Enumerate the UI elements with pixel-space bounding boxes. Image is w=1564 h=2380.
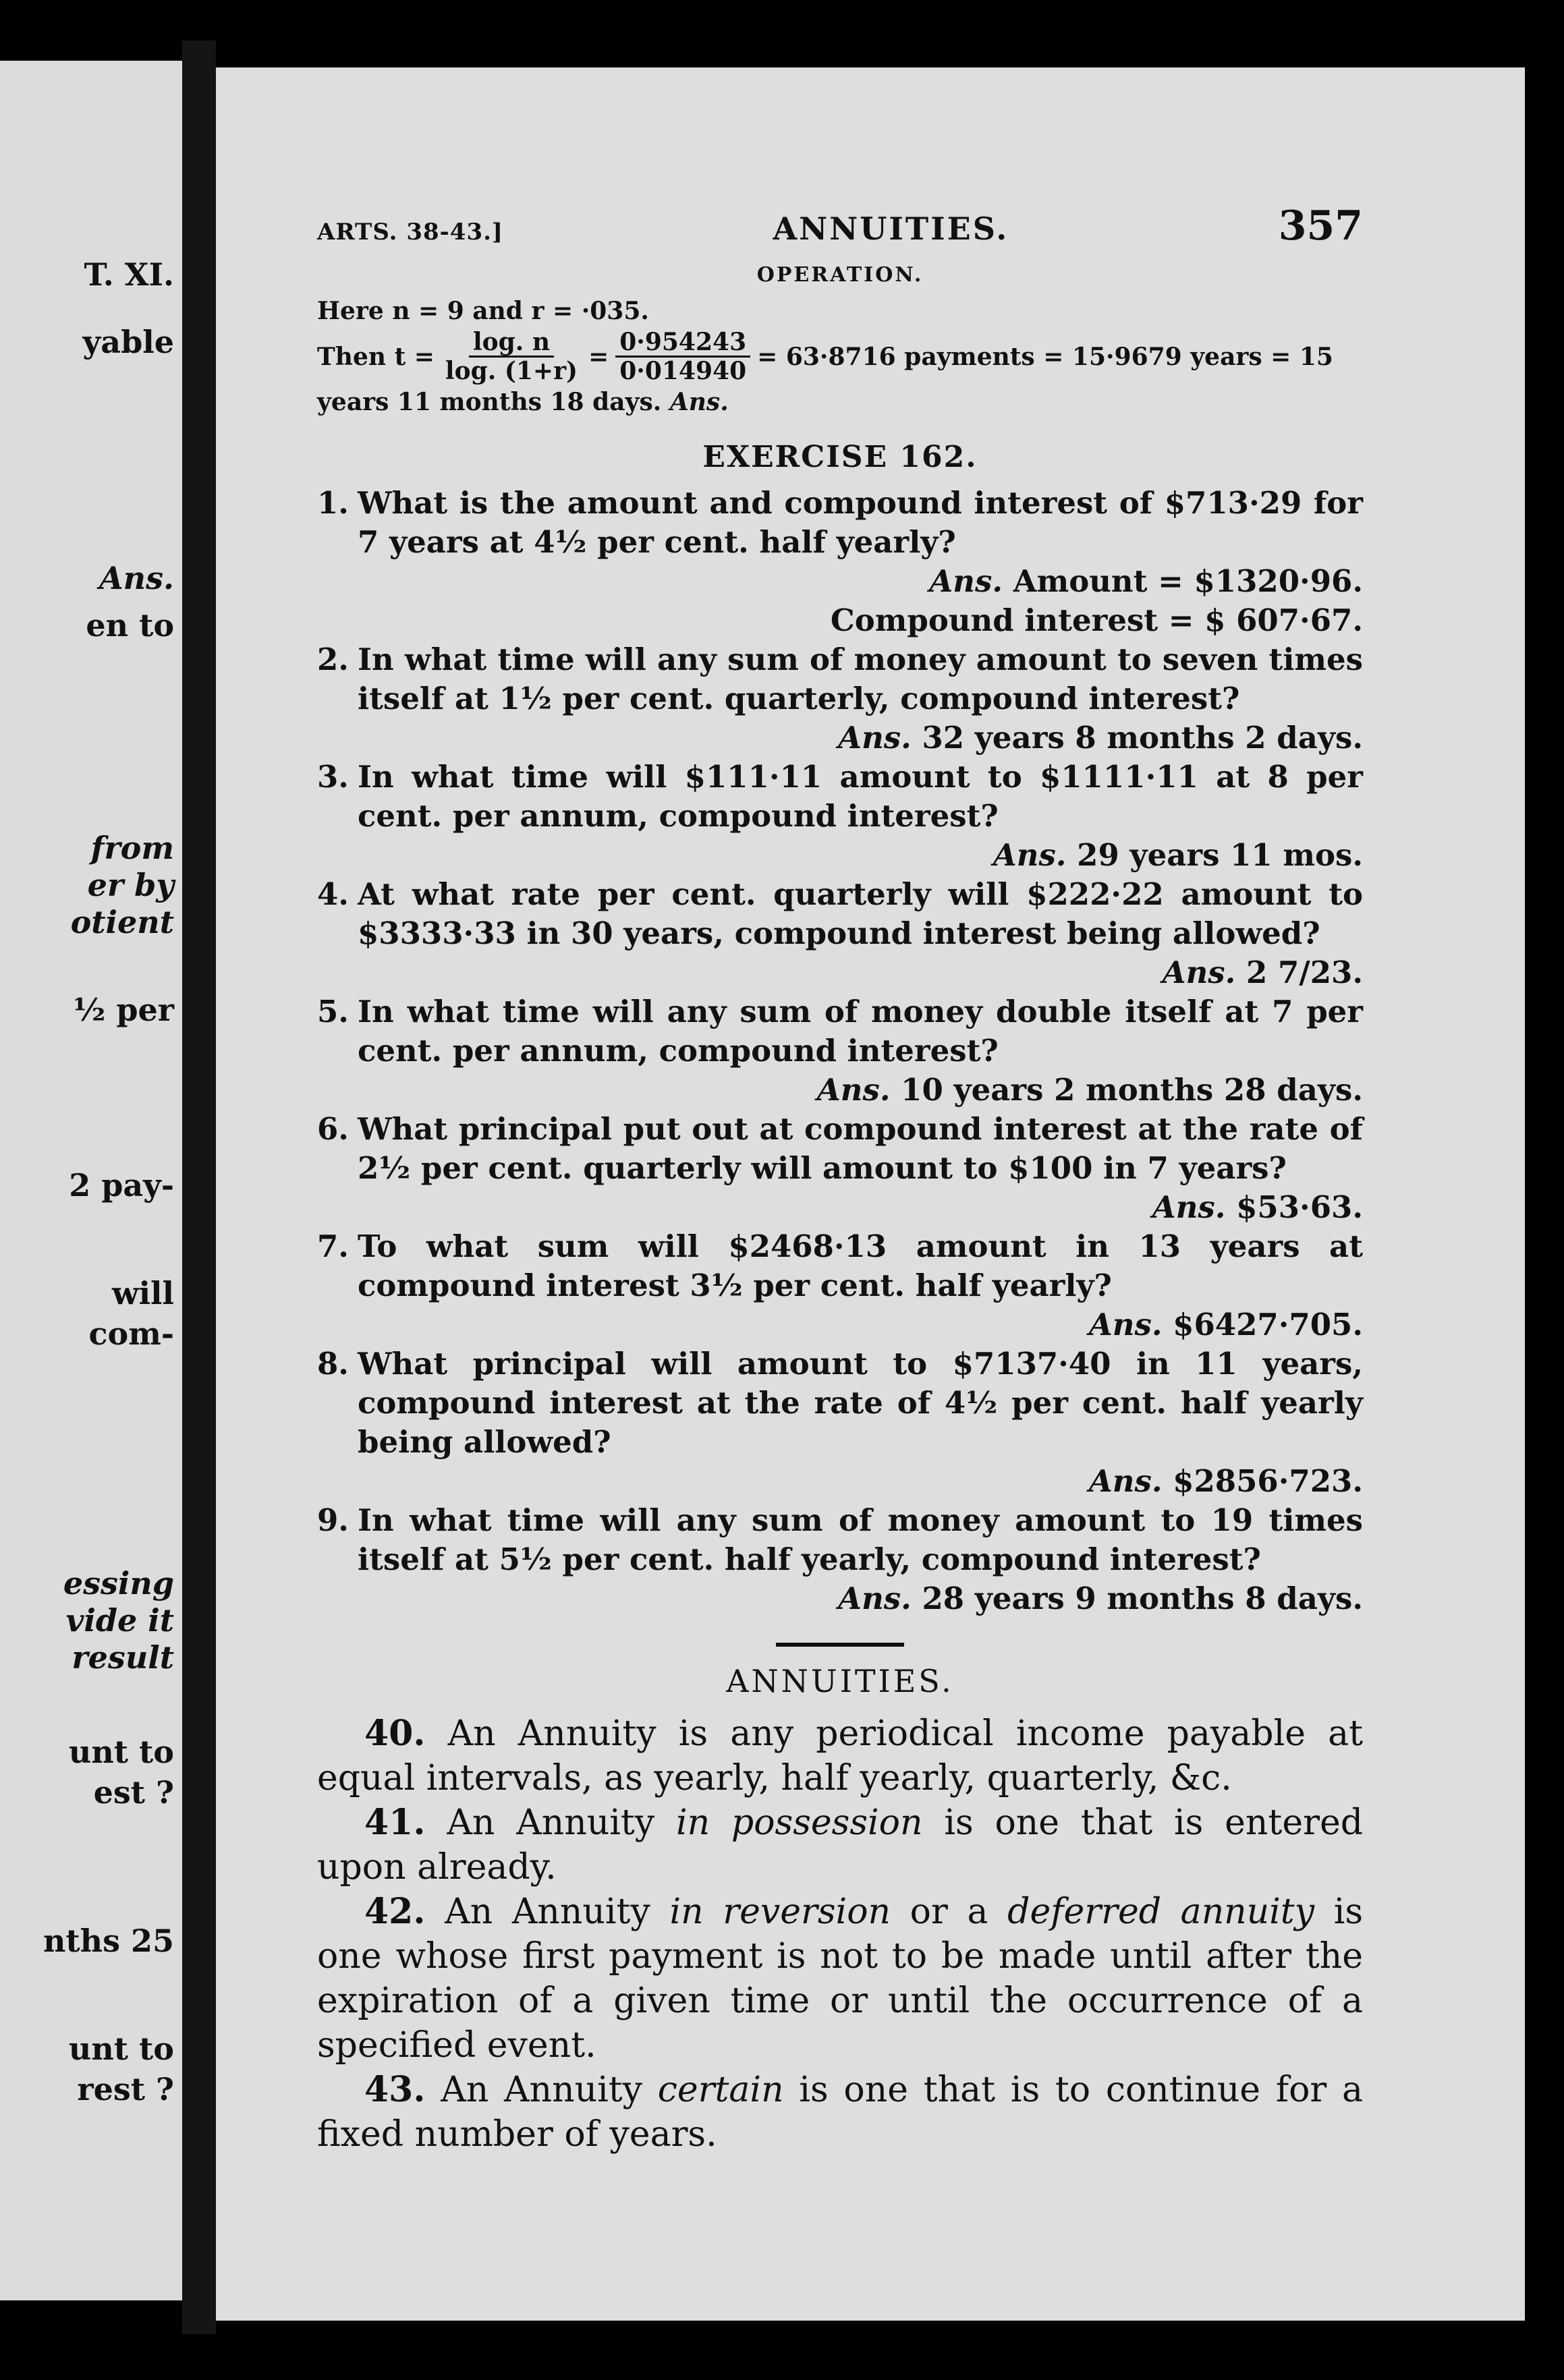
operation-cont-text: years 11 months 18 days. [317, 388, 662, 416]
operation-ans-label: Ans. [669, 388, 729, 416]
left-page-fragment: T. XI. [84, 256, 174, 293]
problem-answer [317, 836, 1363, 875]
paragraph-number: 43. [364, 2069, 426, 2110]
answer-value: $6427·705. [1173, 1307, 1363, 1342]
paragraph-emphasis: certain [657, 2070, 784, 2110]
left-page-fragment: ½ per [73, 992, 174, 1028]
problem-answer [317, 1071, 1363, 1110]
fraction-log [441, 329, 582, 385]
answer-label: Ans. [1088, 1463, 1163, 1499]
answer-label: Ans. [838, 1581, 912, 1616]
problem-question: In what time will any sum of money amount to 19 times itself at 5½ per cent. half yearly, compound interest? [358, 1502, 1363, 1577]
problem-number: 7. [317, 1228, 349, 1264]
book-page [216, 67, 1525, 2321]
page-number: 357 [1278, 202, 1363, 250]
paragraph-text: is one that is to continue for a fixed number of years. [317, 2070, 1364, 2155]
left-page-fragment: nths 25 [43, 1923, 174, 1959]
formula-result: = 63·8716 payments = 15·9679 years = 15 [757, 342, 1333, 371]
problem-answer [317, 562, 1363, 601]
paragraph-42 [317, 1890, 1363, 2068]
paragraph-41 [317, 1801, 1363, 1890]
articles-reference: ARTS. 38-43.] [317, 219, 504, 246]
answer-value: Amount = $1320·96. [1013, 563, 1363, 599]
problem-answer-secondary [317, 601, 1363, 640]
exercise-problem [317, 640, 1363, 758]
paragraph-text: An Annuity is any periodical income payable at equal intervals, as yearly, half yearly, quarterly, &c. [317, 1713, 1364, 1798]
paragraph-text: An Annuity [441, 2070, 642, 2110]
fraction-denominator: log. (1+r) [445, 357, 578, 385]
exercise-heading: EXERCISE 162. [702, 440, 978, 474]
paragraph-text: An Annuity [447, 1803, 655, 1843]
answer-label: Ans. [1162, 955, 1236, 990]
operation-block [317, 263, 1363, 420]
problem-question: In what time will any sum of money double itself at 7 per cent. per annum, compound interest? [358, 994, 1363, 1069]
problem-number: 1. [317, 485, 349, 521]
fraction-denominator: 0·014940 [619, 357, 747, 385]
exercise-problem [317, 875, 1363, 992]
left-page-fragment: vide it [65, 1602, 174, 1639]
left-page-fragment: unt to [68, 1734, 174, 1770]
left-page-fragment: unt to [68, 2031, 174, 2067]
left-page-fragment: 2 pay- [69, 1167, 174, 1203]
problem-number: 5. [317, 994, 349, 1029]
answer-label: Ans. [1088, 1307, 1163, 1342]
fraction-numerator: log. n [469, 329, 554, 358]
paragraph-number: 42. [364, 1891, 426, 1932]
formula-equals: = [588, 342, 609, 371]
left-page-fragment: com- [88, 1315, 174, 1352]
operation-formula [317, 329, 1363, 385]
page-content [317, 202, 1363, 2157]
answer-label: Ans. [993, 837, 1067, 873]
left-page-fragment: rest ? [77, 2071, 174, 2107]
paragraph-emphasis: in reversion [669, 1892, 891, 1932]
section-divider [776, 1643, 904, 1647]
exercise-problem [317, 1227, 1363, 1344]
operation-here-line: Here n = 9 and r = ·035. [317, 297, 649, 325]
paragraph-emphasis: deferred annuity [1007, 1892, 1315, 1932]
answer-value: 32 years 8 months 2 days. [922, 720, 1363, 756]
operation-label: OPERATION. [756, 263, 924, 287]
paragraph-43 [317, 2068, 1363, 2157]
exercise-problem [317, 1501, 1363, 1618]
problem-number: 2. [317, 642, 349, 677]
problem-question: To what sum will $2468·13 amount in 13 years at compound interest 3½ per cent. half yearly? [358, 1228, 1363, 1303]
answer-value: $53·63. [1236, 1189, 1363, 1225]
problem-question: In what time will any sum of money amount to seven times itself at 1½ per cent. quarterly, compound interest? [358, 642, 1363, 716]
problem-number: 4. [317, 876, 349, 912]
paragraph-text: or a [910, 1892, 988, 1932]
paragraph-40 [317, 1711, 1363, 1801]
problem-answer [317, 1305, 1363, 1344]
section-heading: ANNUITIES. [726, 1663, 954, 1699]
answer-value: 28 years 9 months 8 days. [922, 1581, 1363, 1616]
problem-number: 6. [317, 1111, 349, 1147]
paragraph-number: 40. [364, 1713, 426, 1754]
problem-number: 3. [317, 759, 349, 795]
left-page-fragment: otient [70, 904, 174, 940]
left-page-fragment: est ? [93, 1774, 174, 1811]
problem-answer [317, 953, 1363, 992]
fraction-values [615, 329, 750, 385]
exercise-problem [317, 1110, 1363, 1227]
paragraph-text: is one whose first payment is not to be made until after the expiration of a given time or until the occurrence of a specified event. [317, 1892, 1364, 2066]
left-page-fragment: result [72, 1639, 174, 1676]
problem-answer [317, 1462, 1363, 1501]
left-page-fragment: er by [87, 867, 174, 903]
paragraph-number: 41. [364, 1802, 426, 1843]
answer-value: Compound interest = $ 607·67. [830, 602, 1363, 638]
paragraph-text: An Annuity [445, 1892, 650, 1932]
answer-value: 10 years 2 months 28 days. [901, 1072, 1363, 1108]
exercise-problem [317, 758, 1363, 875]
answer-value: 29 years 11 mos. [1077, 837, 1363, 873]
answer-label: Ans. [838, 720, 912, 756]
paragraph-emphasis: in possession [675, 1803, 923, 1843]
operation-continuation [317, 385, 1363, 420]
problem-answer [317, 1188, 1363, 1227]
fraction-numerator: 0·954243 [615, 329, 750, 358]
formula-then: Then t = [317, 342, 435, 371]
problem-number: 9. [317, 1502, 349, 1538]
exercise-problem [317, 484, 1363, 640]
problem-question: What principal will amount to $7137·40 in 11 years, compound interest at the rate of 4½ per cent. half yearly being allowed? [358, 1346, 1363, 1460]
answer-value: $2856·723. [1173, 1463, 1363, 1499]
problem-question: What is the amount and compound interest of $713·29 for 7 years at 4½ per cent. half yearly? [358, 485, 1363, 560]
left-page-fragment: Ans. [99, 560, 174, 596]
exercise-problem [317, 1344, 1363, 1501]
problem-question: In what time will $111·11 amount to $1111·11 at 8 per cent. per annum, compound interest? [358, 759, 1363, 834]
paragraph-text: is one that is entered upon already. [317, 1803, 1364, 1888]
problem-number: 8. [317, 1346, 349, 1382]
exercise-problem [317, 992, 1363, 1110]
left-page-fragment: essing [63, 1565, 174, 1602]
left-page-fragment: en to [86, 607, 174, 644]
left-page-edge [0, 61, 182, 2300]
running-title: ANNUITIES. [773, 210, 1009, 247]
book-gutter [182, 40, 216, 2334]
left-page-fragment: yable [82, 324, 174, 360]
problem-answer [317, 718, 1363, 758]
answer-label: Ans. [816, 1072, 891, 1108]
problem-answer [317, 1579, 1363, 1618]
problem-question: What principal put out at compound interest at the rate of 2½ per cent. quarterly will amount to $100 in 7 years? [358, 1111, 1363, 1186]
left-page-fragment: from [90, 830, 174, 866]
problem-question: At what rate per cent. quarterly will $222·22 amount to $3333·33 in 30 years, compound interest being allowed? [358, 876, 1363, 951]
running-head [317, 202, 1363, 250]
answer-label: Ans. [1152, 1189, 1226, 1225]
left-page-fragment: will [111, 1275, 174, 1311]
answer-value: 2 7/23. [1246, 955, 1363, 990]
answer-label: Ans. [929, 563, 1003, 599]
